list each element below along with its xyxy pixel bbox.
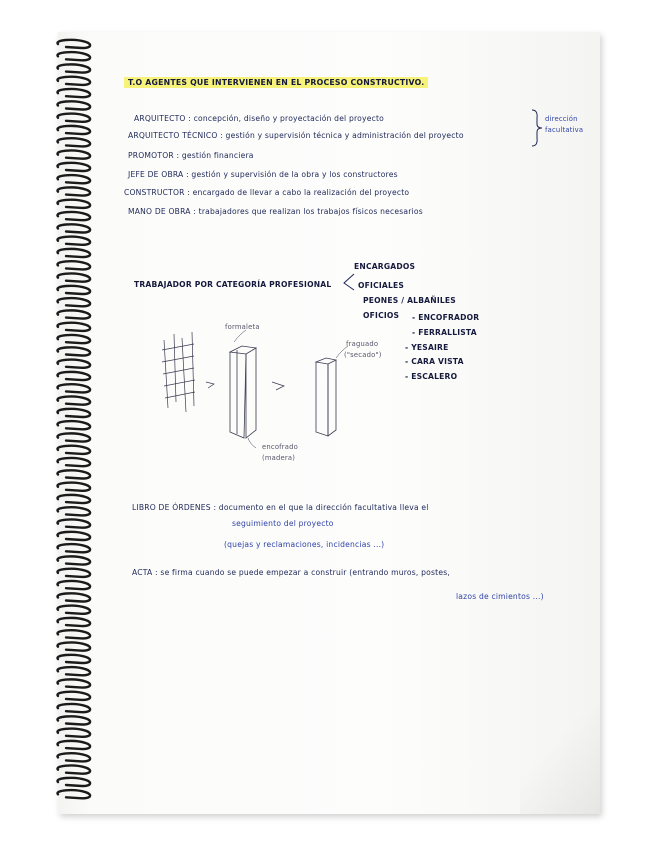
spiral-coil — [57, 310, 90, 318]
spiral-coil — [57, 729, 90, 737]
spiral-coil — [57, 532, 90, 540]
spiral-coil — [57, 544, 90, 552]
spiral-coil — [57, 618, 90, 626]
spiral-coil — [57, 138, 90, 146]
spiral-coil — [57, 679, 90, 687]
spiral-coil — [57, 692, 90, 700]
agent-row: MANO DE OBRA : trabajadores que realizan los trabajos físicos necesarios — [128, 207, 423, 216]
spiral-coil — [57, 667, 90, 675]
spiral-coil — [57, 347, 90, 355]
spiral-coil — [57, 212, 90, 220]
categoria-item: OFICIALES — [358, 281, 405, 290]
acta-line1: ACTA : se firma cuando se puede empezar a construir (entrando muros, postes, — [132, 568, 450, 577]
categoria-item: ENCARGADOS — [354, 262, 416, 271]
spiral-coil — [57, 52, 90, 60]
less-than-mark — [342, 272, 356, 292]
spiral-coil — [57, 741, 90, 749]
spiral-coil — [57, 372, 90, 380]
spiral-coil — [57, 470, 90, 478]
spiral-binding — [52, 36, 96, 814]
spiral-coil — [57, 421, 90, 429]
spiral-coil — [57, 286, 90, 294]
spiral-coil — [57, 335, 90, 343]
spiral-coil — [57, 175, 90, 183]
spiral-coil — [57, 126, 90, 134]
arrow-icon — [206, 382, 214, 388]
categoria-label: TRABAJADOR POR CATEGORÍA PROFESIONAL — [134, 280, 332, 289]
spiral-coil — [57, 101, 90, 109]
oficio-item: - FERRALLISTA — [412, 328, 477, 337]
spiral-coil — [57, 40, 90, 48]
agent-row: PROMOTOR : gestión financiera — [128, 151, 254, 160]
agent-row: ARQUITECTO TÉCNICO : gestión y supervisión técnica y administración del proyecto — [128, 131, 464, 140]
spiral-coil — [57, 89, 90, 97]
spiral-coil — [57, 507, 90, 515]
spiral-coil — [57, 569, 90, 577]
sketch-label-fraguado2: ("secado") — [344, 351, 382, 359]
libro-line1: LIBRO DE ÓRDENES : documento en el que la dirección facultativa lleva el — [132, 503, 429, 512]
spiral-coil — [57, 704, 90, 712]
spiral-coil — [57, 593, 90, 601]
spiral-coil — [57, 274, 90, 282]
oficio-item: - ENCOFRADOR — [412, 313, 480, 322]
spiral-coil — [57, 581, 90, 589]
brace-note-line1: dirección — [545, 115, 578, 123]
spiral-coil — [57, 64, 90, 72]
arrow-icon — [272, 382, 284, 390]
agent-row: ARQUITECTO : concepción, diseño y proyectación del proyecto — [134, 114, 384, 123]
spiral-coil — [57, 200, 90, 208]
acta-line2: lazos de cimientos ...) — [456, 592, 544, 601]
spiral-coil — [57, 397, 90, 405]
spiral-coil — [57, 409, 90, 417]
page-title: T.O AGENTES QUE INTERVIENEN EN EL PROCESO CONSTRUCTIVO. — [124, 78, 428, 87]
spiral-coil — [57, 323, 90, 331]
spiral-coil — [57, 716, 90, 724]
categoria-item: PEONES / ALBAÑILES — [363, 296, 456, 305]
spiral-coil — [57, 151, 90, 159]
spiral-coil — [57, 249, 90, 257]
spiral-coil — [57, 224, 90, 232]
spiral-coil — [57, 753, 90, 761]
spiral-coil — [57, 778, 90, 786]
column-drawing — [316, 358, 336, 436]
spiral-coil — [57, 520, 90, 528]
libro-line3: (quejas y reclamaciones, incidencias ...) — [224, 540, 385, 549]
sketch-label-encofrado: encofrado — [262, 443, 299, 451]
spiral-coil — [57, 187, 90, 195]
spiral-coil — [57, 458, 90, 466]
rebar-cage-drawing — [162, 332, 195, 412]
spiral-coil — [57, 495, 90, 503]
sketch-label-madera: (madera) — [262, 454, 296, 462]
oficio-item: - CARA VISTA — [405, 357, 464, 366]
spiral-coil — [57, 766, 90, 774]
spiral-coil — [57, 433, 90, 441]
spiral-coil — [57, 630, 90, 638]
oficios-label: OFICIOS — [363, 311, 400, 320]
oficio-item: - YESAIRE — [405, 343, 449, 352]
spiral-coil — [57, 261, 90, 269]
oficio-item: - ESCALERO — [405, 372, 458, 381]
spiral-coil — [57, 483, 90, 491]
agent-row: JEFE DE OBRA : gestión y supervisión de la obra y los constructores — [128, 170, 398, 179]
spiral-coil — [57, 606, 90, 614]
spiral-coil — [57, 298, 90, 306]
brace-note-line2: facultativa — [545, 126, 584, 134]
spiral-coil — [57, 643, 90, 651]
spiral-coil — [57, 77, 90, 85]
spiral-coil — [57, 114, 90, 122]
sketch-label-formaleta: formaleta — [225, 323, 260, 331]
formwork-drawing — [230, 346, 256, 438]
spiral-coil — [57, 655, 90, 663]
spiral-coil — [57, 163, 90, 171]
spiral-coil — [57, 790, 90, 798]
spiral-coil — [57, 556, 90, 564]
spiral-coil — [57, 446, 90, 454]
spiral-coil — [57, 237, 90, 245]
sketch-label-fraguado: fraguado — [346, 340, 379, 348]
agent-row: CONSTRUCTOR : encargado de llevar a cabo la realización del proyecto — [124, 188, 410, 197]
spiral-coil — [57, 384, 90, 392]
brace-mark — [530, 108, 544, 148]
spiral-coil — [57, 360, 90, 368]
libro-line2: seguimiento del proyecto — [232, 519, 334, 528]
